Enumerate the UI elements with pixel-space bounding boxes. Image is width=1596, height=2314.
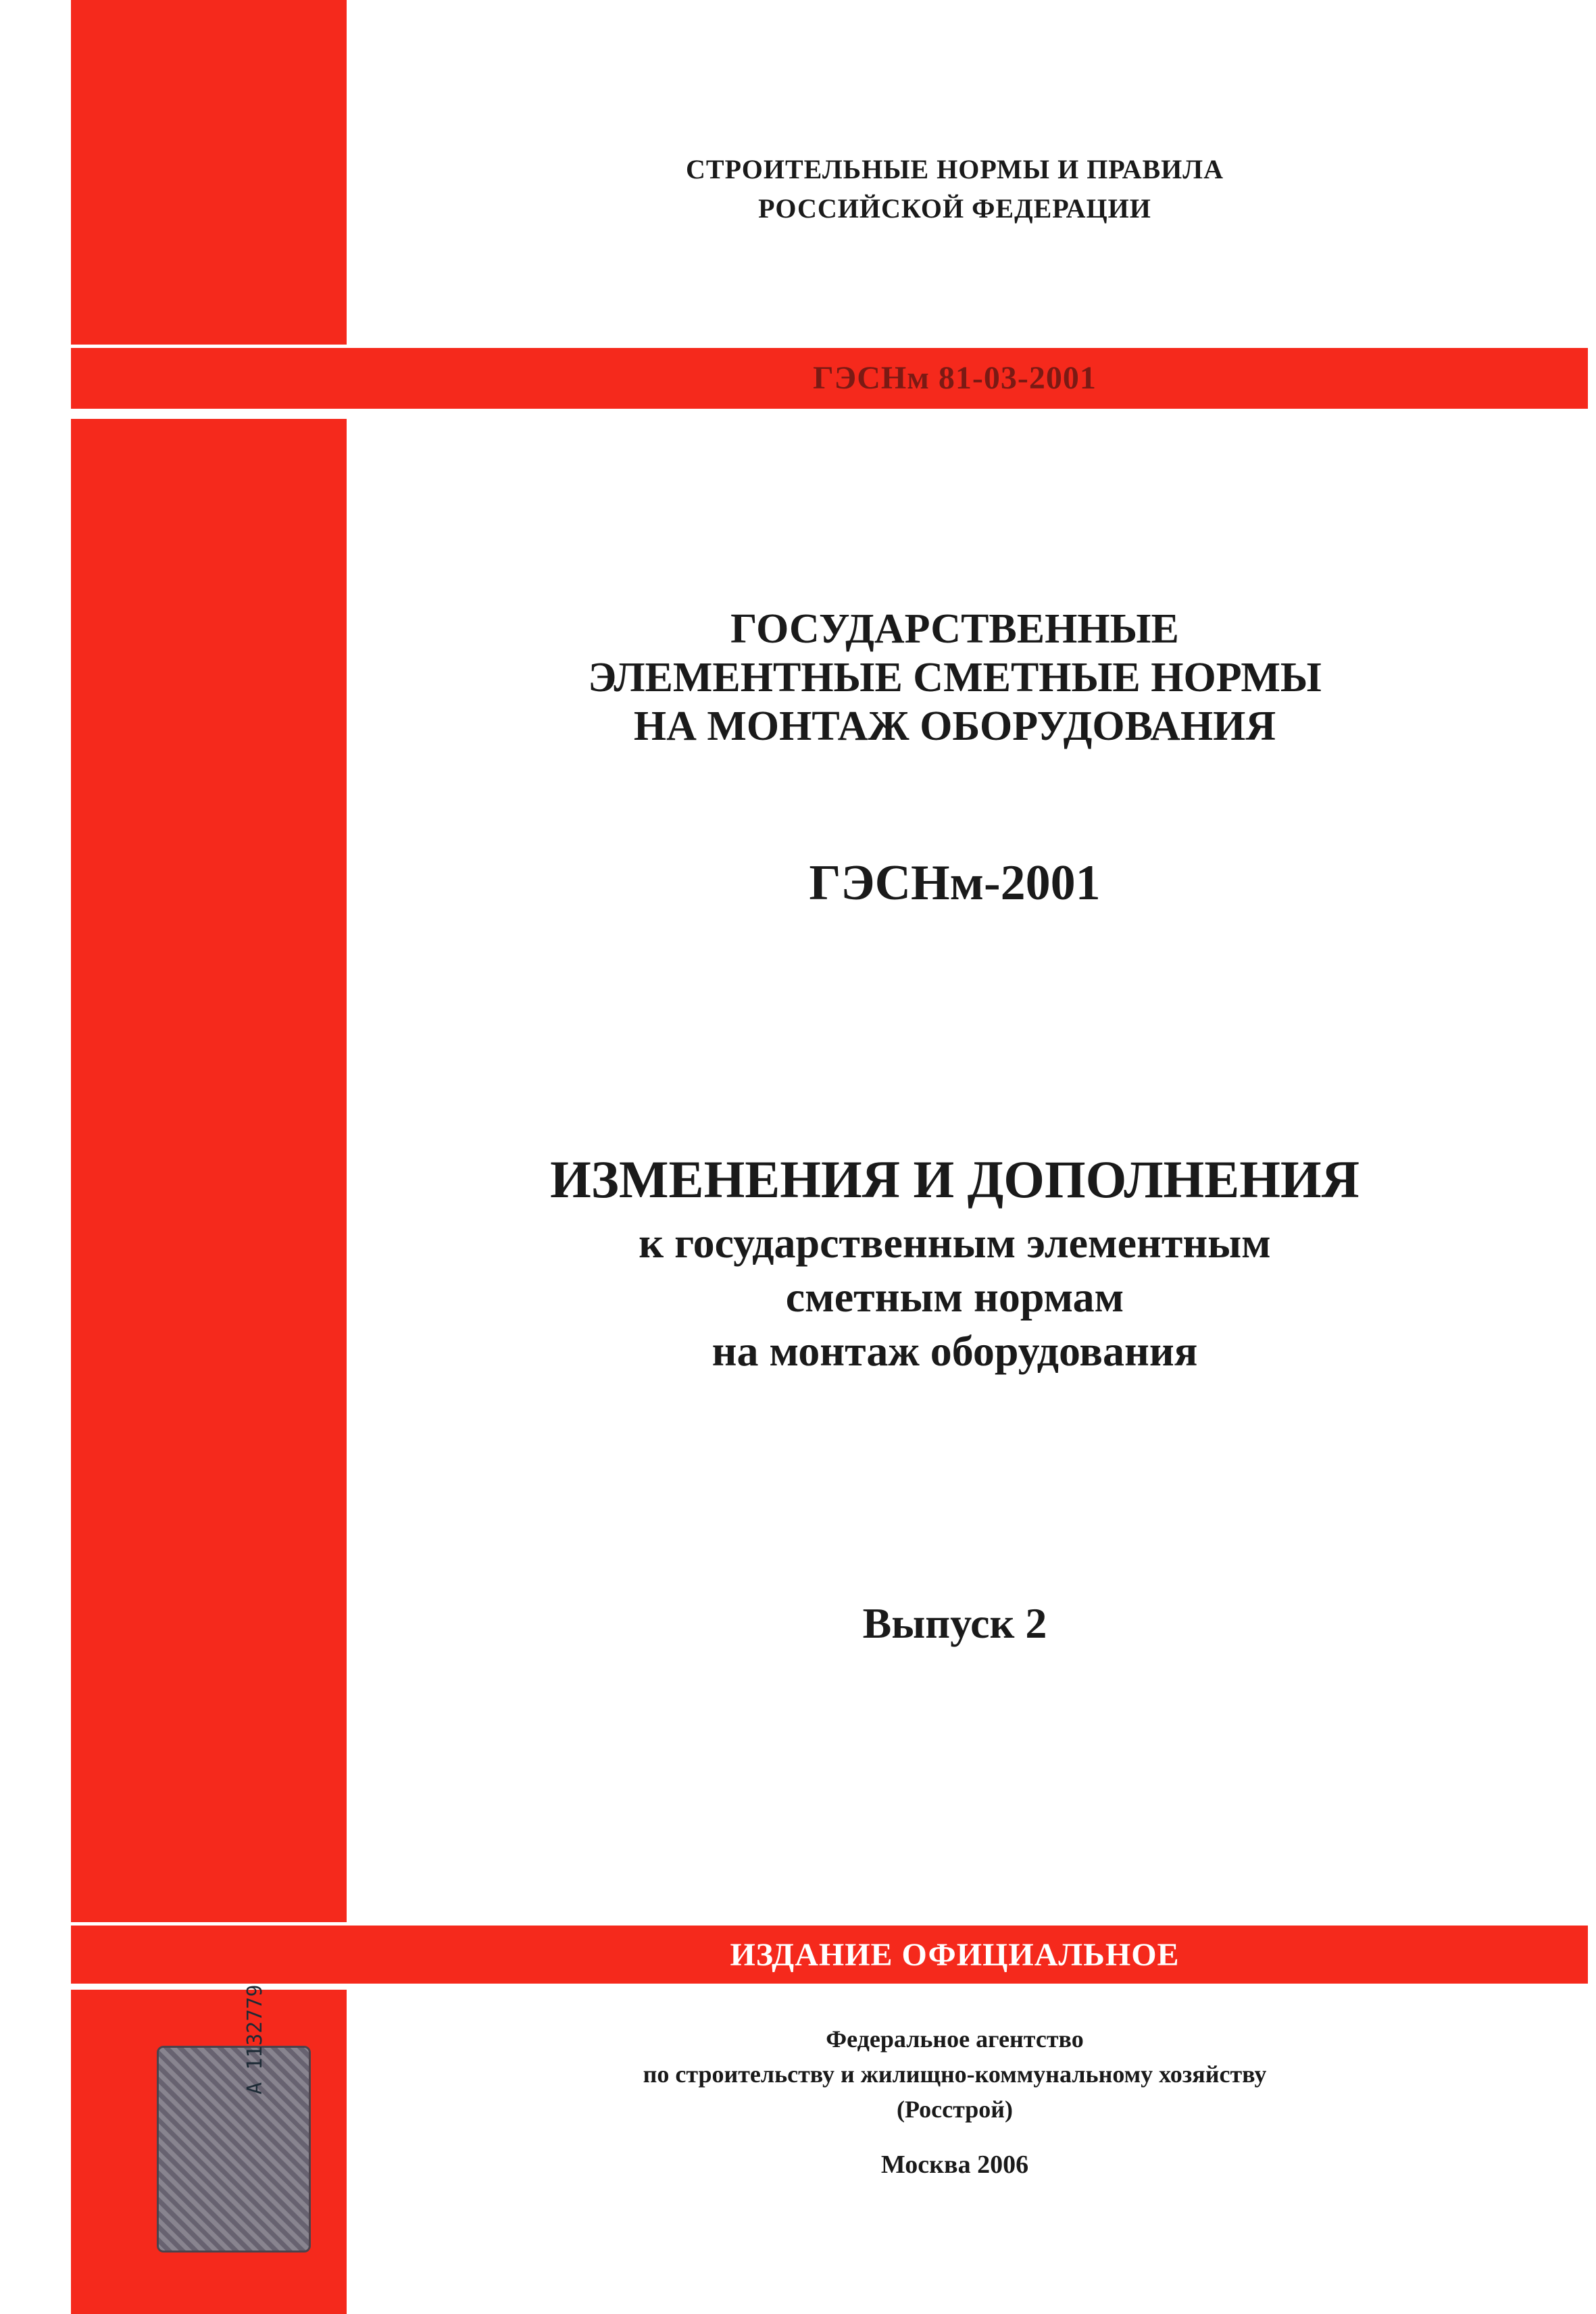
hologram-serial: А 1132779	[243, 1984, 267, 2094]
red-strip-top	[71, 0, 347, 345]
page-title	[347, 605, 1563, 751]
series-line-1: СТРОИТЕЛЬНЫЕ НОРМЫ И ПРАВИЛА	[686, 154, 1224, 184]
subtitle-line-1: к государственным элементным	[639, 1219, 1271, 1267]
hologram-sticker	[157, 2046, 311, 2253]
subtitle-heading: ИЗМЕНЕНИЯ И ДОПОЛНЕНИЯ	[550, 1150, 1360, 1209]
subtitle-line-2: сметным нормам	[785, 1273, 1124, 1321]
publisher	[347, 2021, 1563, 2127]
title-short-code: ГЭСНм-2001	[809, 855, 1101, 911]
title-line-1: ГОСУДАРСТВЕННЫЕ	[730, 606, 1179, 652]
title-line-3: НА МОНТАЖ ОБОРУДОВАНИЯ	[633, 703, 1276, 749]
issue-number: Выпуск 2	[862, 1599, 1047, 1647]
red-strip-middle	[71, 419, 347, 1922]
publisher-line-2: по строительству и жилищно-коммунальному хозяйству	[643, 2061, 1267, 2088]
publisher-line-1: Федеральное агентство	[826, 2026, 1084, 2053]
series-heading	[347, 150, 1563, 228]
title-line-2: ЭЛЕМЕНТНЫЕ СМЕТНЫЕ НОРМЫ	[588, 655, 1322, 701]
publisher-line-3: (Росстрой)	[897, 2096, 1013, 2123]
subtitle-text	[347, 1216, 1563, 1378]
subtitle-line-3: на монтаж оборудования	[712, 1327, 1198, 1375]
place-and-year: Москва 2006	[880, 2150, 1029, 2179]
document-code: ГЭСНм 81-03-2001	[813, 360, 1097, 396]
official-edition-label: ИЗДАНИЕ ОФИЦИАЛЬНОЕ	[730, 1937, 1180, 1973]
series-line-2: РОССИЙСКОЙ ФЕДЕРАЦИИ	[758, 193, 1151, 224]
